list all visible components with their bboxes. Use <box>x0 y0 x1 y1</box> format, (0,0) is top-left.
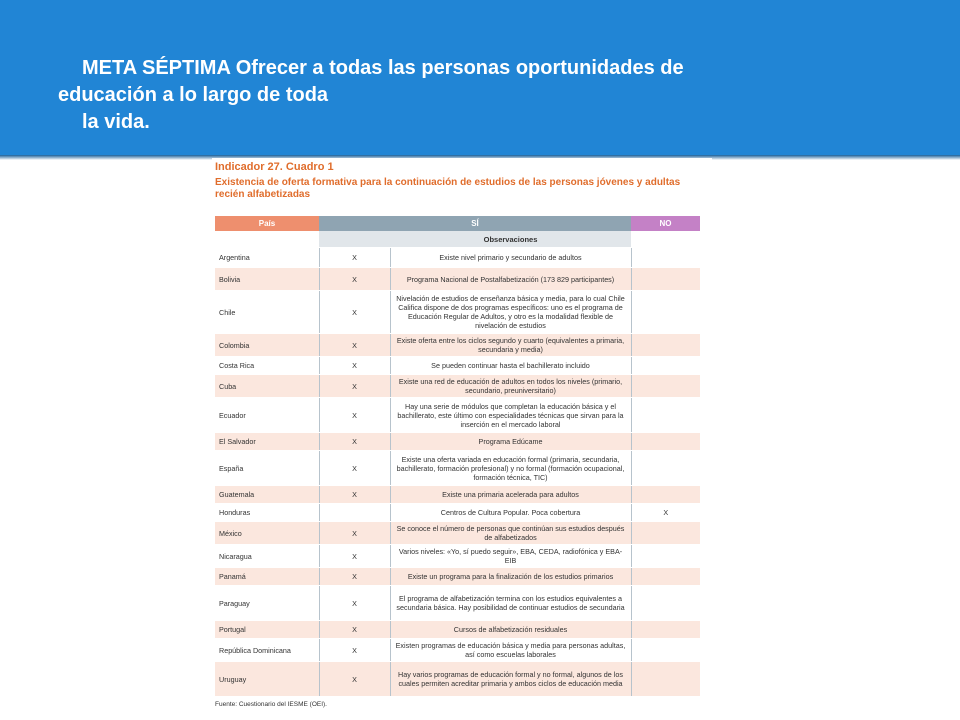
table-row <box>215 486 700 504</box>
country-cell: Costa Rica <box>215 357 319 375</box>
no-cell <box>631 545 700 568</box>
no-cell: X <box>631 504 700 522</box>
no-cell <box>631 662 700 697</box>
table-row <box>215 568 700 586</box>
table-row <box>215 248 700 268</box>
observation-cell: Se pueden continuar hasta el bachillerato incluido <box>390 357 631 375</box>
si-cell: X <box>319 662 390 697</box>
slide-title <box>58 55 898 136</box>
observation-cell: Existen programas de educación básica y media para personas adultas, así como escuelas laborales <box>390 639 631 662</box>
observation-cell: Hay varios programas de educación formal y no formal, algunos de los cuales permiten acreditar primaria y ambos ciclos de educación media <box>390 662 631 697</box>
table-row <box>215 639 700 662</box>
si-cell <box>319 504 390 522</box>
no-cell <box>631 334 700 357</box>
country-cell: El Salvador <box>215 433 319 451</box>
si-cell: X <box>319 334 390 357</box>
si-cell: X <box>319 639 390 662</box>
si-cell: X <box>319 248 390 268</box>
si-cell: X <box>319 568 390 586</box>
country-cell: Nicaragua <box>215 545 319 568</box>
observation-cell: Se conoce el número de personas que continúan sus estudios después de alfabetizados <box>390 522 631 545</box>
no-cell <box>631 398 700 433</box>
si-cell: X <box>319 621 390 639</box>
si-cell: X <box>319 451 390 486</box>
country-cell: Chile <box>215 291 319 334</box>
country-cell: Bolivia <box>215 268 319 291</box>
no-cell <box>631 291 700 334</box>
table-row <box>215 268 700 291</box>
country-cell: Portugal <box>215 621 319 639</box>
table-row <box>215 545 700 568</box>
observation-cell: Existe una oferta variada en educación formal (primaria, secundaria, bachillerato, formación profesional) y no formal (formación ocupacional, formación técnica, TIC) <box>390 451 631 486</box>
column-header-observaciones: Observaciones <box>390 231 631 248</box>
no-cell <box>631 639 700 662</box>
no-cell <box>631 522 700 545</box>
no-cell <box>631 568 700 586</box>
table-row <box>215 621 700 639</box>
si-cell: X <box>319 357 390 375</box>
country-cell: España <box>215 451 319 486</box>
table-row <box>215 451 700 486</box>
country-cell: Panamá <box>215 568 319 586</box>
observation-cell: Hay una serie de módulos que completan la educación básica y el bachillerato, este último con especialidades técnicas que sirvan para la inserción en el mercado laboral <box>390 398 631 433</box>
country-cell: Guatemala <box>215 486 319 504</box>
country-cell: México <box>215 522 319 545</box>
si-cell: X <box>319 433 390 451</box>
no-cell <box>631 586 700 621</box>
observation-cell: Programa Nacional de Postalfabetización (173 829 participantes) <box>390 268 631 291</box>
country-cell: Cuba <box>215 375 319 398</box>
indicator-title: Indicador 27. Cuadro 1 <box>215 161 334 173</box>
table-row <box>215 375 700 398</box>
country-cell: Argentina <box>215 248 319 268</box>
observation-cell: Programa Edúcame <box>390 433 631 451</box>
country-cell: Ecuador <box>215 398 319 433</box>
no-cell <box>631 357 700 375</box>
no-cell <box>631 375 700 398</box>
observation-cell: Existe una primaria acelerada para adultos <box>390 486 631 504</box>
observation-cell: Existe oferta entre los ciclos segundo y cuarto (equivalentes a primaria, secundaria y media) <box>390 334 631 357</box>
table-row <box>215 586 700 621</box>
si-cell: X <box>319 545 390 568</box>
country-cell: Colombia <box>215 334 319 357</box>
si-cell: X <box>319 375 390 398</box>
column-header-si: SÍ <box>319 216 631 231</box>
source-note: Fuente: Cuestionario del IESME (OEI). <box>215 701 327 708</box>
table-row <box>215 522 700 545</box>
si-cell: X <box>319 486 390 504</box>
si-cell: X <box>319 398 390 433</box>
table-row <box>215 662 700 697</box>
si-cell: X <box>319 268 390 291</box>
observation-cell: Nivelación de estudios de enseñanza básica y media, para lo cual Chile Califica dispone de dos programas específicos: uno es el programa de Educación Regular de Adultos, y otro es la modalidad flexible de nivelación de estudios <box>390 291 631 334</box>
country-cell: Honduras <box>215 504 319 522</box>
si-cell: X <box>319 586 390 621</box>
slide-title-line-2: educación a lo largo de toda <box>58 84 329 106</box>
country-cell: Paraguay <box>215 586 319 621</box>
table-row <box>215 291 700 334</box>
column-header-pais: País <box>215 216 319 231</box>
observation-cell: Centros de Cultura Popular. Poca cobertura <box>390 504 631 522</box>
slide-title-line-3: la vida. <box>82 111 150 133</box>
si-cell: X <box>319 291 390 334</box>
country-cell: Uruguay <box>215 662 319 697</box>
table-row <box>215 433 700 451</box>
country-cell: República Dominicana <box>215 639 319 662</box>
no-cell <box>631 621 700 639</box>
table-row <box>215 334 700 357</box>
table-row <box>215 504 700 522</box>
slide-title-line-1: META SÉPTIMA Ofrecer a todas las personas oportunidades de <box>82 57 684 79</box>
table-row <box>215 398 700 433</box>
column-header-no: NO <box>631 216 700 231</box>
no-cell <box>631 486 700 504</box>
observation-cell: Existe una red de educación de adultos en todos los niveles (primario, secundario, preuniversitario) <box>390 375 631 398</box>
no-cell <box>631 433 700 451</box>
no-cell <box>631 451 700 486</box>
indicator-table <box>215 216 700 697</box>
indicator-subtitle: Existencia de oferta formativa para la continuación de estudios de las personas jóvenes y adultas recién alfabetizadas <box>215 177 681 200</box>
si-cell: X <box>319 522 390 545</box>
observation-cell: Cursos de alfabetización residuales <box>390 621 631 639</box>
observation-cell: El programa de alfabetización termina con los estudios equivalentes a secundaria básica. Hay posibilidad de continuar estudios de secundaria <box>390 586 631 621</box>
observation-cell: Varios niveles: «Yo, sí puedo seguir», EBA, CEDA, radiofónica y EBA-EIB <box>390 545 631 568</box>
no-cell <box>631 248 700 268</box>
table-image <box>212 158 712 718</box>
observation-cell: Existe nivel primario y secundario de adultos <box>390 248 631 268</box>
table-row <box>215 357 700 375</box>
no-cell <box>631 268 700 291</box>
observation-cell: Existe un programa para la finalización de los estudios primarios <box>390 568 631 586</box>
